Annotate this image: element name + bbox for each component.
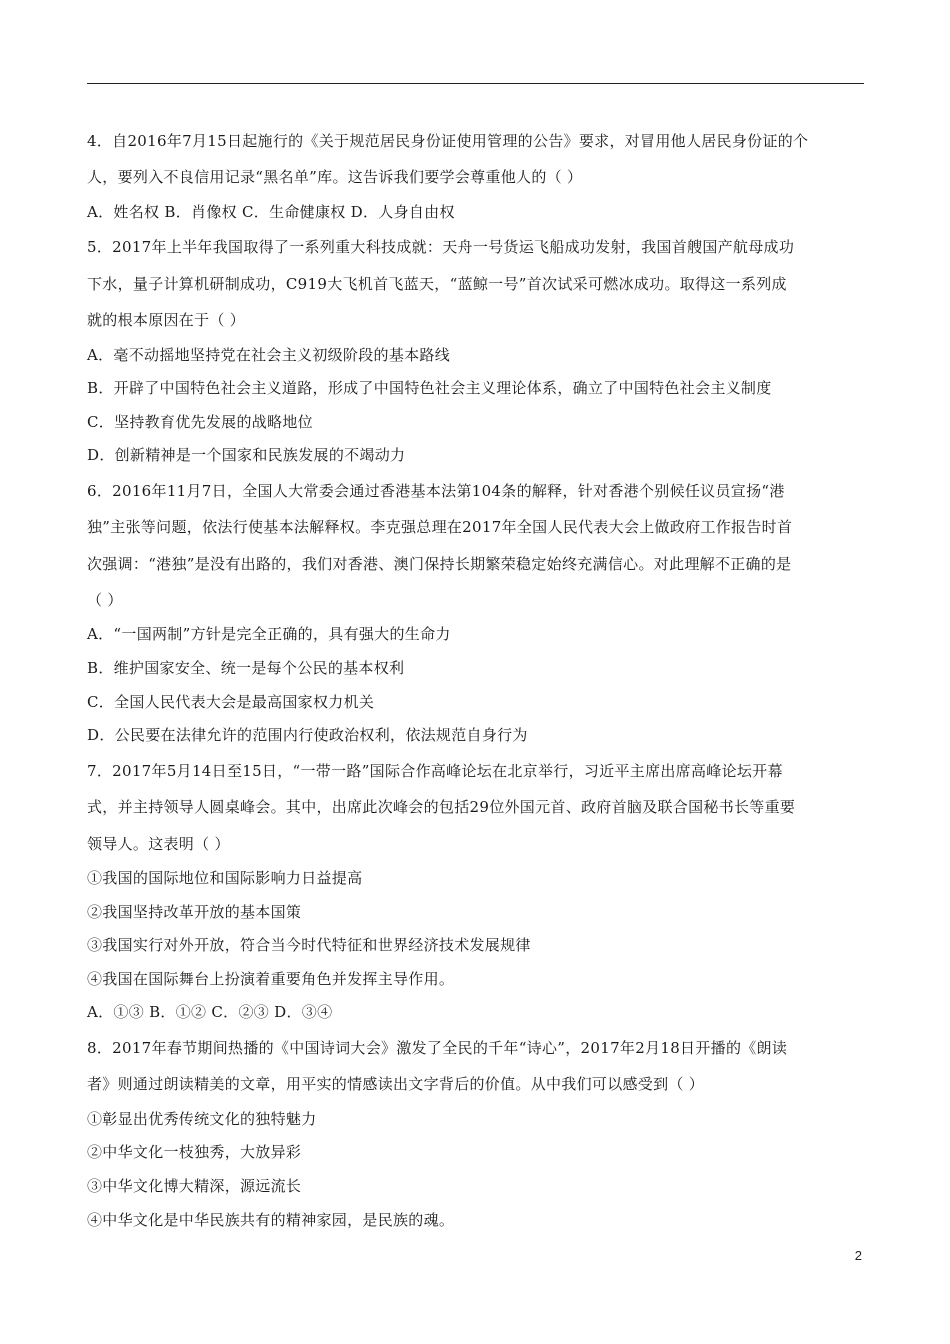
- exam-content: [87, 123, 865, 1237]
- question-5-option-b: B．开辟了中国特色社会主义道路，形成了中国特色社会主义理论体系，确立了中国特色社会主义制度: [87, 379, 772, 398]
- question-7-line-3: 领导人。这表明（ ）: [87, 834, 230, 853]
- question-6-line-2: 独”主张等问题，依法行使基本法解释权。李克强总理在2017年全国人民代表大会上做政府工作报告时首: [87, 518, 793, 537]
- question-5-option-c: C．坚持教育优先发展的战略地位: [87, 412, 313, 431]
- question-5-line-1: 5．2017年上半年我国取得了一系列重大科技成就：天舟一号货运飞船成功发射，我国首艘国产航母成功: [87, 238, 795, 257]
- question-8-statement-1: ①彰显出优秀传统文化的独特魅力: [87, 1109, 317, 1128]
- header-rule: [87, 83, 864, 84]
- question-7-line-2: 式，并主持领导人圆桌峰会。其中，出席此次峰会的包括29位外国元首、政府首脑及联合国秘书长等重要: [87, 798, 796, 817]
- question-8-line-2: 者》则通过朗读精美的文章，用平实的情感读出文字背后的价值。从中我们可以感受到（ ）: [87, 1075, 705, 1094]
- question-8-statement-4: ④中华文化是中华民族共有的精神家园，是民族的魂。: [87, 1210, 455, 1229]
- page-number: 2: [854, 1248, 862, 1263]
- question-5-option-a: A．毫不动摇地坚持党在社会主义初级阶段的基本路线: [87, 345, 451, 364]
- question-6-option-a: A．“一国两制”方针是完全正确的，具有强大的生命力: [87, 625, 451, 644]
- question-6-option-b: B．维护国家安全、统一是每个公民的基本权利: [87, 659, 405, 678]
- question-4-options: A．姓名权 B．肖像权 C．生命健康权 D．人身自由权: [87, 202, 455, 221]
- question-5-line-2: 下水，量子计算机研制成功，C919大飞机首飞蓝天，“蓝鲸一号”首次试采可燃冰成功。取得这一系列成: [87, 274, 787, 293]
- question-6-line-3: 次强调：“港独”是没有出路的，我们对香港、澳门保持长期繁荣稳定始终充满信心。对此理解不正确的是: [87, 554, 792, 573]
- question-6-line-1: 6．2016年11月7日，全国人大常委会通过香港基本法第104条的解释，针对香港个别候任议员宣扬“港: [87, 481, 785, 500]
- question-6-option-d: D．公民要在法律允许的范围内行使政治权利，依法规范自身行为: [87, 726, 528, 745]
- question-4-line-2: 人，要列入不良信用记录“黑名单”库。这告诉我们要学会尊重他人的（ ）: [87, 168, 583, 187]
- question-8-statement-2: ②中华文化一枝独秀，大放异彩: [87, 1143, 302, 1162]
- question-4-line-1: 4．自2016年7月15日起施行的《关于规范居民身份证使用管理的公告》要求，对冒用他人居民身份证的个: [87, 132, 809, 150]
- question-7-options: A．①③ B．①② C．②③ D．③④: [87, 1003, 333, 1022]
- question-7-statement-4: ④我国在国际舞台上扮演着重要角色并发挥主导作用。: [87, 969, 455, 988]
- question-5-line-3: 就的根本原因在于（ ）: [87, 311, 246, 330]
- question-7-statement-2: ②我国坚持改革开放的基本国策: [87, 902, 302, 921]
- question-7-line-1: 7．2017年5月14日至15日，“一带一路”国际合作高峰论坛在北京举行，习近平主席出席高峰论坛开幕: [87, 761, 783, 780]
- question-6-line-4: （ ）: [87, 591, 123, 610]
- question-5-option-d: D．创新精神是一个国家和民族发展的不竭动力: [87, 446, 406, 465]
- question-8-line-1: 8．2017年春节期间热播的《中国诗词大会》激发了全民的千年“诗心”，2017年2月18日开播的《朗读: [87, 1039, 788, 1057]
- question-6-option-c: C．全国人民代表大会是最高国家权力机关: [87, 692, 375, 711]
- question-7-statement-3: ③我国实行对外开放，符合当今时代特征和世界经济技术发展规律: [87, 936, 531, 955]
- question-7-statement-1: ①我国的国际地位和国际影响力日益提高: [87, 869, 363, 888]
- question-8-statement-3: ③中华文化博大精深，源远流长: [87, 1176, 302, 1195]
